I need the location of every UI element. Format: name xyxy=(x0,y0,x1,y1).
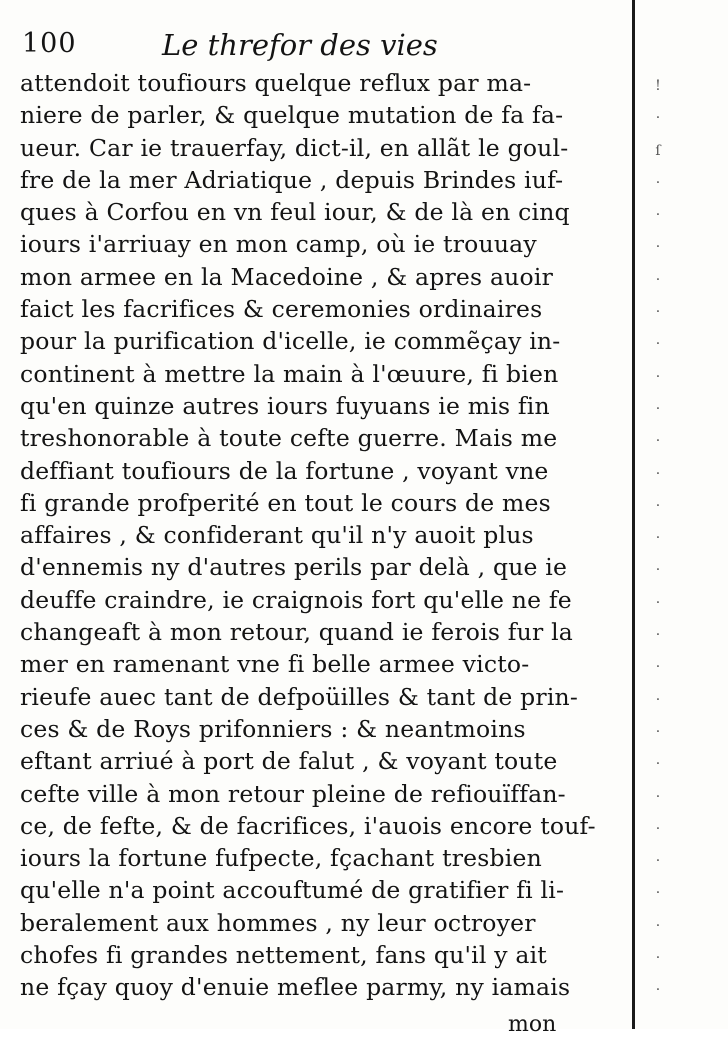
margin-mark: · xyxy=(655,239,661,256)
text-line: rieufe auec tant de defpoüilles & tant de prin- xyxy=(20,682,579,711)
text-line: fi grande profperité en tout le cours de mes xyxy=(20,488,551,517)
text-line: d'ennemis ny d'autres perils par delà , que ie xyxy=(20,553,568,582)
text-line: niere de parler, & quelque mutation de fa fa- xyxy=(20,101,564,130)
margin-mark: · xyxy=(655,400,661,417)
text-line: mer en ramenant vne fi belle armee victo- xyxy=(20,650,530,679)
margin-mark: · xyxy=(655,368,661,385)
margin-mark: · xyxy=(655,885,661,902)
text-line: continent à mettre la main à l'œuure, fi bien xyxy=(20,359,559,388)
margin-mark: · xyxy=(655,110,661,127)
text-line: faict les facrifices & ceremonies ordinaires xyxy=(20,295,543,324)
running-title: Le threfor des vies xyxy=(162,28,438,62)
text-line: treshonorable à toute cefte guerre. Mais me xyxy=(20,424,558,453)
text-line: ques à Corfou en vn feul iour, & de là en cinq xyxy=(20,198,570,227)
margin-mark: · xyxy=(655,594,661,611)
text-line: qu'elle n'a point accouftumé de gratifier fi li- xyxy=(20,876,565,905)
text-line: eftant arriué à port de falut , & voyant toute xyxy=(20,747,558,776)
text-line: attendoit toufiours quelque reflux par ma- xyxy=(20,69,532,97)
catchword: mon xyxy=(508,1012,557,1037)
text-line: ce, de fefte, & de facrifices, i'auois encore touf- xyxy=(20,811,596,840)
margin-mark: · xyxy=(655,788,661,805)
text-line: affaires , & confiderant qu'il n'y auoit plus xyxy=(20,521,534,550)
text-line: qu'en quinze autres iours fuyuans ie mis fin xyxy=(20,391,550,420)
margin-mark: · xyxy=(655,982,661,999)
text-line: fre de la mer Adriatique , depuis Brindes iuf- xyxy=(20,165,564,194)
text-line: chofes fi grandes nettement, fans qu'il y ait xyxy=(20,941,547,970)
text-line: cefte ville à mon retour pleine de refiouïffan- xyxy=(20,779,566,808)
margin-mark: ſ xyxy=(655,142,661,159)
margin-mark: · xyxy=(655,691,661,708)
margin-mark: · xyxy=(655,562,661,579)
margin-mark: · xyxy=(655,465,661,482)
facing-page-bleed xyxy=(648,70,668,1007)
page-number: 100 xyxy=(22,28,77,59)
text-line: mon armee en la Macedoine , & apres auoir xyxy=(20,262,554,291)
page-header xyxy=(22,28,622,68)
margin-mark: · xyxy=(655,336,661,353)
margin-mark: · xyxy=(655,530,661,547)
text-line: changeaft à mon retour, quand ie ferois fur la xyxy=(20,618,574,647)
body-text xyxy=(20,67,600,1004)
margin-mark: ! xyxy=(655,78,661,94)
text-line: iours la fortune fufpecte, fçachant tresbien xyxy=(20,844,542,873)
margin-mark: · xyxy=(655,174,661,191)
gutter-rule xyxy=(632,0,635,1029)
margin-mark: · xyxy=(655,659,661,676)
margin-mark: · xyxy=(655,207,661,224)
margin-mark: · xyxy=(655,497,661,514)
margin-mark: · xyxy=(655,723,661,740)
text-line: pour la purification d'icelle, ie commẽçay in- xyxy=(20,327,561,356)
text-line: deuffe craindre, ie craignois fort qu'elle ne fe xyxy=(20,585,572,614)
text-line: ueur. Car ie trauerfay, dict-il, en allãt le goul- xyxy=(20,133,569,162)
text-line: deffiant toufiours de la fortune , voyant vne xyxy=(20,456,549,485)
margin-mark: · xyxy=(655,271,661,288)
text-line: ne fçay quoy d'enuie meflee parmy, ny iamais xyxy=(20,973,571,1002)
margin-mark: · xyxy=(655,820,661,837)
margin-mark: · xyxy=(655,627,661,644)
margin-mark: · xyxy=(655,950,661,967)
margin-mark: · xyxy=(655,433,661,450)
margin-mark: · xyxy=(655,853,661,870)
margin-mark: · xyxy=(655,917,661,934)
text-line: ces & de Roys prifonniers : & neantmoins xyxy=(20,714,526,743)
margin-mark: · xyxy=(655,756,661,773)
text-line: beralement aux hommes , ny leur octroyer xyxy=(20,908,536,937)
margin-mark: · xyxy=(655,304,661,321)
text-line: iours i'arriuay en mon camp, où ie trouuay xyxy=(20,230,537,259)
